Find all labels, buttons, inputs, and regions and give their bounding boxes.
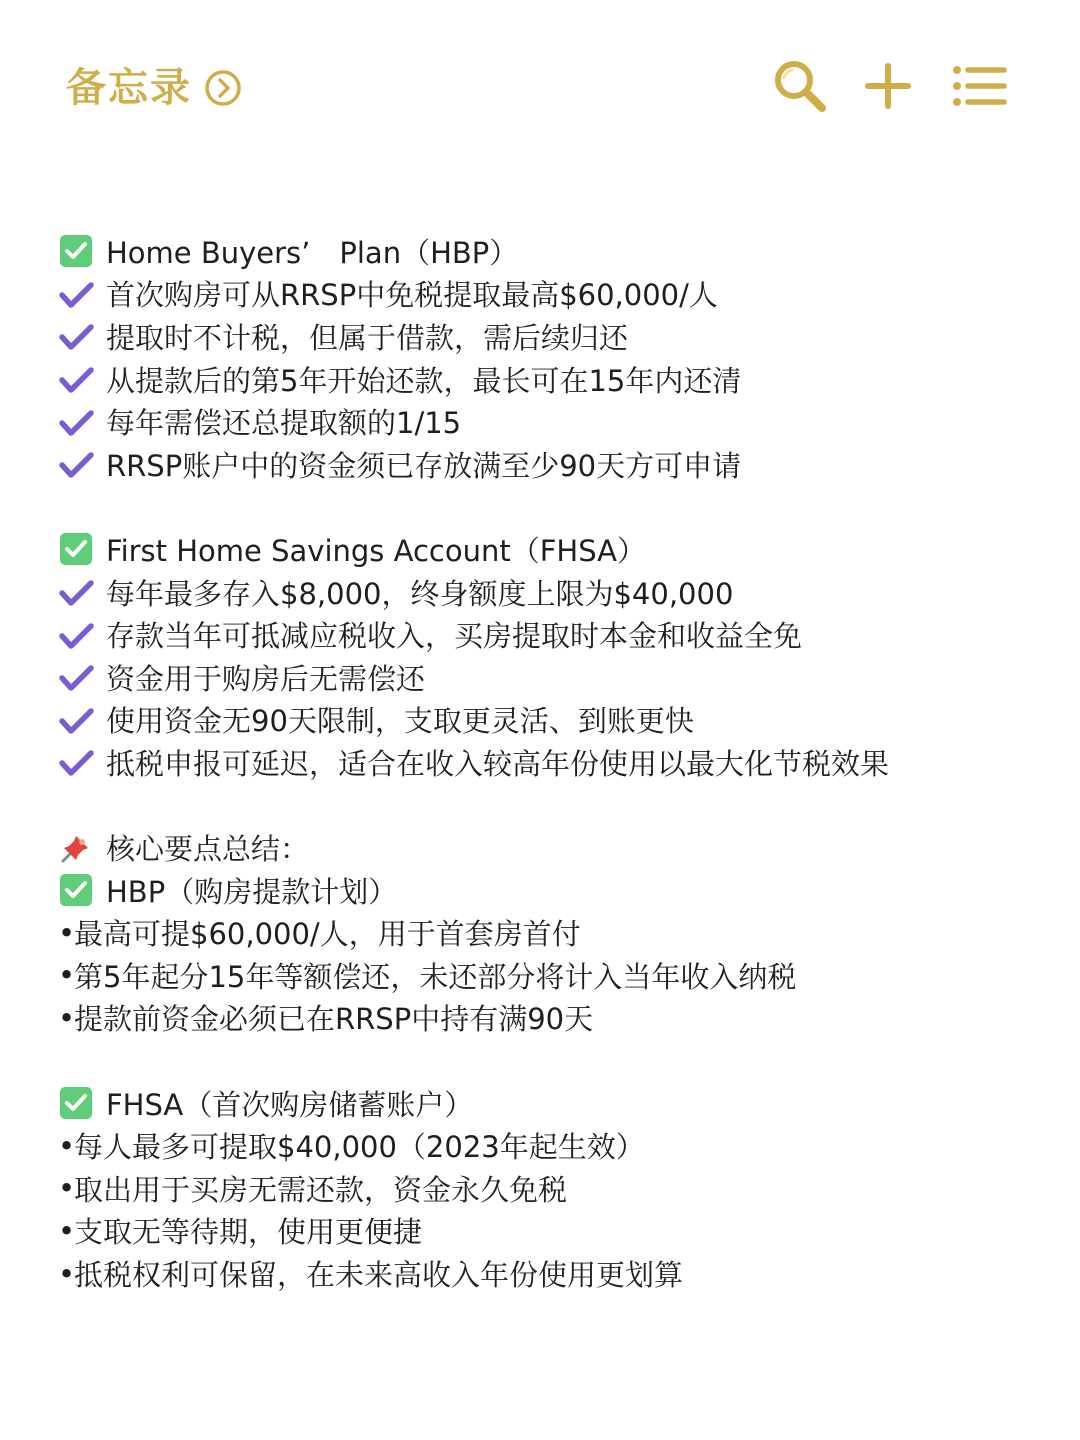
summary-fhsa-heading <box>58 1082 1058 1125</box>
list-item-text: 首次购房可从RRSP中免税提取最高$60,000/人 <box>106 278 718 313</box>
list-item-text: 提取时不计税，但属于借款，需后续归还 <box>106 320 629 355</box>
check-box-icon <box>58 872 94 908</box>
hbp-heading <box>58 230 1058 273</box>
blank-line <box>58 486 1058 529</box>
summary-heading <box>58 826 1058 869</box>
notes-title: 备忘录 <box>66 65 192 111</box>
list-item <box>58 613 1058 656</box>
bullet-item <box>58 1167 1058 1210</box>
list-item <box>58 656 1058 699</box>
check-mark-icon <box>58 446 94 482</box>
list-item <box>58 273 1058 316</box>
check-mark-icon <box>58 574 94 610</box>
bullet-dot: • <box>58 1171 76 1206</box>
list-item-text: 资金用于购房后无需偿还 <box>106 661 426 696</box>
list-icon <box>948 56 1008 116</box>
check-mark-icon <box>58 702 94 738</box>
summary-heading-text: 核心要点总结： <box>106 832 310 867</box>
list-item-text: 使用资金无90天限制，支取更灵活、到账更快 <box>106 704 694 739</box>
bullet-item <box>58 954 1058 997</box>
list-item <box>58 400 1058 443</box>
bullet-item-text: 提款前资金必须已在RRSP中持有满90天 <box>74 1002 594 1037</box>
check-box-icon <box>58 1085 94 1121</box>
summary-hbp-heading <box>58 869 1058 912</box>
list-item-text: RRSP账户中的资金须已存放满至少90天方可申请 <box>106 448 742 483</box>
plus-icon <box>858 56 918 116</box>
bullet-item-text: 抵税权利可保留，在未来高收入年份使用更划算 <box>74 1258 684 1293</box>
note-body[interactable] <box>58 230 1058 1295</box>
bullet-item <box>58 1252 1058 1295</box>
list-item-text: 每年需偿还总提取额的1/15 <box>106 406 462 441</box>
search-button[interactable] <box>770 56 830 116</box>
check-mark-icon <box>58 659 94 695</box>
check-mark-icon <box>58 276 94 312</box>
header <box>0 0 1080 170</box>
check-box-icon <box>58 233 94 269</box>
list-item <box>58 741 1058 784</box>
list-item-text: 每年最多存入$8,000，终身额度上限为$40,000 <box>106 576 734 611</box>
check-mark-icon <box>58 361 94 397</box>
bullet-dot: • <box>58 1213 76 1248</box>
bullet-item-text: 取出用于买房无需还款，资金永久免税 <box>74 1172 568 1207</box>
bullet-item-text: 最高可提$60,000/人，用于首套房首付 <box>74 917 581 952</box>
pushpin-icon <box>58 830 94 866</box>
bullet-dot: • <box>58 958 76 993</box>
list-item-text: 存款当年可抵减应税收入，买房提取时本金和收益全免 <box>106 619 803 654</box>
fhsa-heading <box>58 528 1058 571</box>
bullet-item <box>58 912 1058 955</box>
check-mark-icon <box>58 744 94 780</box>
notes-back-button[interactable] <box>66 60 242 116</box>
fhsa-heading-text: First Home Savings Account（FHSA） <box>106 533 646 568</box>
add-note-button[interactable] <box>858 56 918 116</box>
list-item <box>58 443 1058 486</box>
hbp-heading-text: Home Buyers’ Plan（HBP） <box>106 235 519 270</box>
list-item <box>58 358 1058 401</box>
bullet-item-text: 第5年起分15年等额偿还，未还部分将计入当年收入纳税 <box>74 959 797 994</box>
search-icon <box>770 56 830 116</box>
check-mark-icon <box>58 318 94 354</box>
blank-line <box>58 784 1058 827</box>
bullet-dot: • <box>58 1000 76 1035</box>
bullet-dot: • <box>58 1128 76 1163</box>
chevron-right-circle-icon <box>204 69 242 107</box>
bullet-item <box>58 1210 1058 1253</box>
check-mark-icon <box>58 404 94 440</box>
blank-line <box>58 1039 1058 1082</box>
list-item-text: 抵税申报可延迟，适合在收入较高年份使用以最大化节税效果 <box>106 746 890 781</box>
bullet-item <box>58 997 1058 1040</box>
summary-fhsa-heading-text: FHSA（首次购房储蓄账户） <box>106 1087 474 1122</box>
check-mark-icon <box>58 617 94 653</box>
list-item <box>58 315 1058 358</box>
list-item-text: 从提款后的第5年开始还款，最长可在15年内还清 <box>106 363 742 398</box>
list-item <box>58 571 1058 614</box>
bullet-item-text: 支取无等待期，使用更便捷 <box>74 1215 423 1250</box>
bullet-item-text: 每人最多可提取$40,000（2023年起生效） <box>74 1130 645 1165</box>
bullet-dot: • <box>58 1256 76 1291</box>
list-view-button[interactable] <box>948 56 1008 116</box>
bullet-dot: • <box>58 915 76 950</box>
check-box-icon <box>58 531 94 567</box>
bullet-item <box>58 1124 1058 1167</box>
list-item <box>58 699 1058 742</box>
summary-hbp-heading-text: HBP（购房提款计划） <box>106 874 398 909</box>
